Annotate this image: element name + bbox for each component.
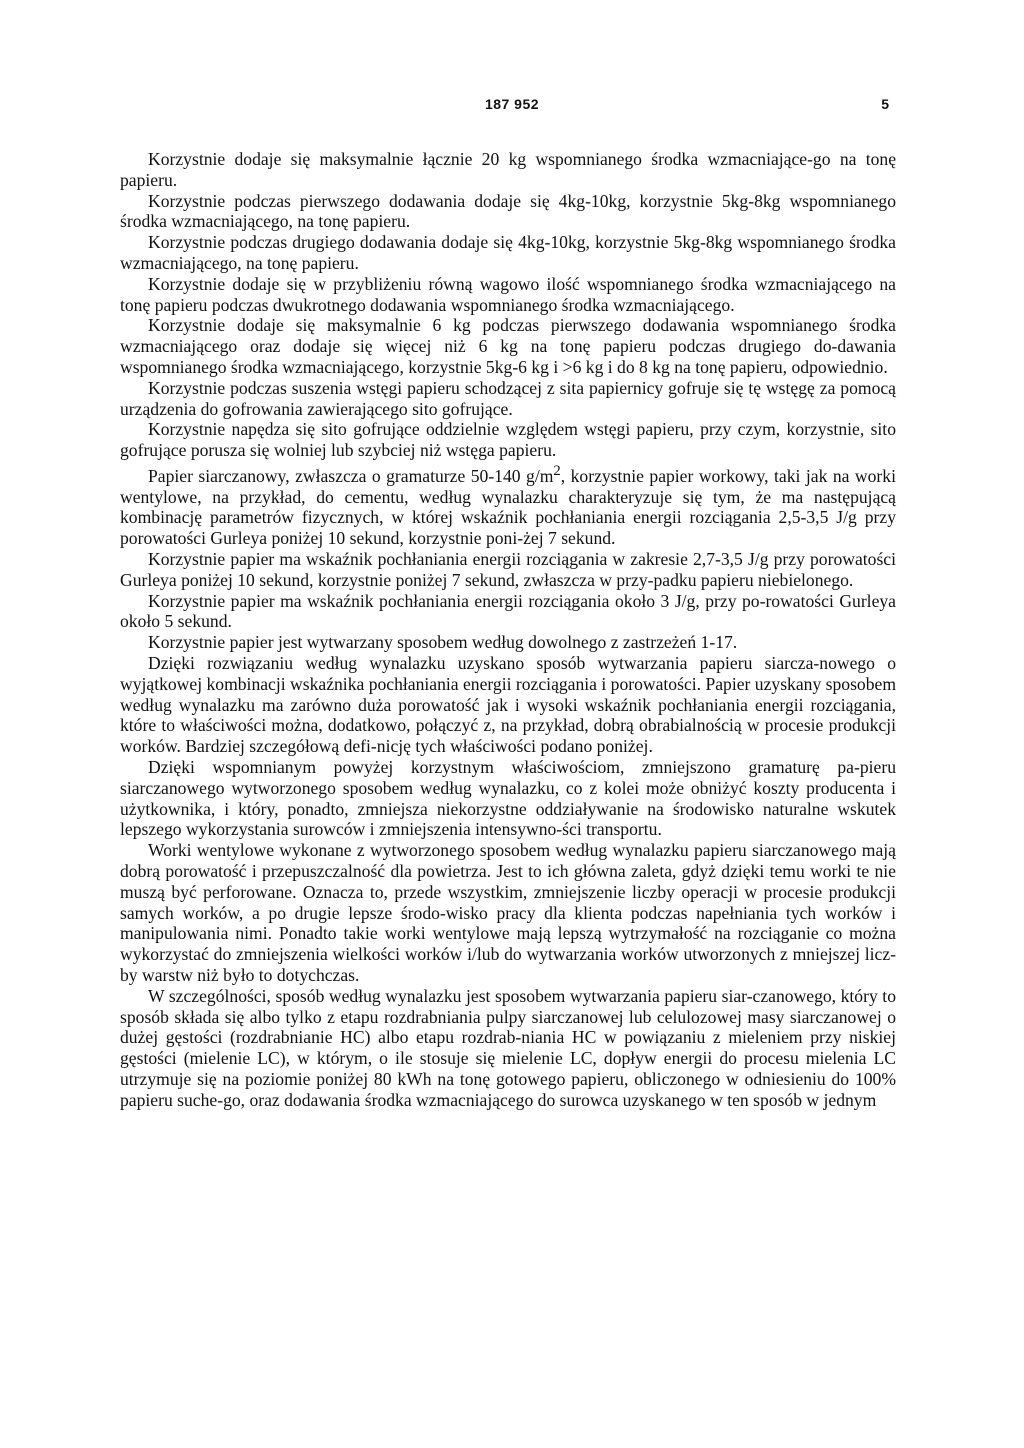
patent-number: 187 952: [484, 96, 540, 112]
paragraph: Dzięki wspomnianym powyżej korzystnym właściwościom, zmniejszono gramaturę pa-pieru siarczanowego wytworzonego sposobem według wynalazku, co z kolei może obniżyć koszty producenta i użytkownika, i który, ponadto, zmniejsza niekorzystne oddziaływanie na środowisko naturalne wskutek lepszego wykorzystania surowców i zmniejszenia intensywno-ści transportu.: [120, 756, 896, 840]
paragraph: Korzystnie dodaje się maksymalnie 6 kg podczas pierwszego dodawania wspomnianego środka wzmacniającego oraz dodaje się więcej niż 6 kg na tonę papieru podczas drugiego do-dawania wspomnianego środka wzmacniającego, korzystnie 5kg-6 kg i >6 kg i do 8 kg na tonę papieru, odpowiednio.: [120, 315, 896, 377]
paragraph: Korzystnie napędza się sito gofrujące oddzielnie względem wstęgi papieru, przy czym, korzystnie, sito gofrujące porusza się wolniej lub szybciej niż wstęga papieru.: [120, 419, 896, 461]
paragraph: Korzystnie papier jest wytwarzany sposobem według dowolnego z zastrzeżeń 1-17.: [148, 632, 738, 653]
paragraph: [120, 461, 896, 549]
paragraph-text: , korzystnie papier workowy, taki jak na worki wentylowe, na przykład, do cementu, według wynalazku charakteryzuje się tym, że ma następującą kombinację parametrów fizycznych, w której wskaźnik pochłaniania energii rozciągania 2,5-3,5 J/g przy porowatości Gurleya poniżej 10 sekund, korzystnie poni-żej 7 sekund.: [120, 465, 896, 549]
paragraph: W szczególności, sposób według wynalazku jest sposobem wytwarzania papieru siar-czanowego, który to sposób składa się albo tylko z etapu rozdrabniania pulpy siarczanowej lub celulozowej masy siarczanowej o dużej gęstości (rozdrabnianie HC) albo etapu rozdrab-niania HC w powiązaniu z mieleniem przy niskiej gęstości (mielenie LC), w którym, o ile stosuje się mielenie LC, dopływ energii do procesu mielenia LC utrzymuje się na poziomie poniżej 80 kWh na tonę gotowego papieru, obliczonego w odniesieniu do 100% papieru suche-go, oraz dodawania środka wzmacniającego do surowca uzyskanego w ten sposób w jednym: [120, 985, 896, 1110]
paragraph: Korzystnie podczas drugiego dodawania dodaje się 4kg-10kg, korzystnie 5kg-8kg wspomnianego środka wzmacniającego, na tonę papieru.: [120, 232, 896, 273]
page-header: [0, 96, 1024, 120]
paragraph: Korzystnie papier ma wskaźnik pochłaniania energii rozciągania około 3 J/g, przy po-rowatości Gurleya około 5 sekund.: [120, 590, 896, 632]
paragraph: Korzystnie dodaje się maksymalnie łącznie 20 kg wspomnianego środka wzmacniające-go na tonę papieru.: [120, 149, 896, 190]
paragraph: Dzięki rozwiązaniu według wynalazku uzyskano sposób wytwarzania papieru siarcza-nowego o wyjątkowej kombinacji wskaźnika pochłaniania energii rozciągania i porowatości. Papier uzyskany sposobem według wynalazku ma zarówno duża porowatość jak i wysoki wskaźnik pochłaniania energii rozciągania, które to właściwości można, dodatkowo, połączyć z, na przykład, dobrą obrabialnością w procesie produkcji worków. Bardziej szczegółową defi-nicję tych właściwości podano poniżej.: [120, 652, 897, 757]
paragraph: Worki wentylowe wykonane z wytworzonego sposobem według wynalazku papieru siarczanowego mają dobrą porowatość i przepuszczalność dla powietrza. Jest to ich główna zaleta, gdyż dzięki temu worki te nie muszą być perforowane. Oznacza to, przede wszystkim, zmniejszenie liczby operacji w procesie produkcji samych worków, a po drugie lepsze środo-wisko pracy dla klienta podczas napełniania tych worków i manipulowania nimi. Ponadto takie worki wentylowe mają lepszą wytrzymałość na rozciąganie co można wykorzystać do zmniejszenia wielkości worków i/lub do wytwarzania worków utworzonych z mniejszej licz-by warstw niż było to dotychczas.: [120, 840, 896, 985]
paragraph: Korzystnie papier ma wskaźnik pochłaniania energii rozciągania w zakresie 2,7-3,5 J/g przy porowatości Gurleya poniżej 10 sekund, korzystnie poniżej 7 sekund, zwłaszcza w przy-padku papieru niebielonego.: [120, 549, 896, 590]
body-text: [120, 149, 896, 1111]
paragraph-text: Papier siarczanowy, zwłaszcza o gramaturze 50-140 g/m: [148, 465, 554, 486]
paragraph: Korzystnie dodaje się w przybliżeniu równą wagowo ilość wspomnianego środka wzmacniającego na tonę papieru podczas dwukrotnego dodawania wspomnianego środka wzmacniającego.: [120, 273, 896, 315]
page-number: 5: [881, 96, 889, 112]
superscript: 2: [553, 462, 561, 479]
paragraph: Korzystnie podczas suszenia wstęgi papieru schodzącej z sita papiernicy gofruje się tę wstęgę za pomocą urządzenia do gofrowania zawierającego sito gofrujące.: [120, 377, 896, 419]
paragraph: Korzystnie podczas pierwszego dodawania dodaje się 4kg-10kg, korzystnie 5kg-8kg wspomnianego środka wzmacniającego, na tonę papieru.: [120, 190, 896, 232]
